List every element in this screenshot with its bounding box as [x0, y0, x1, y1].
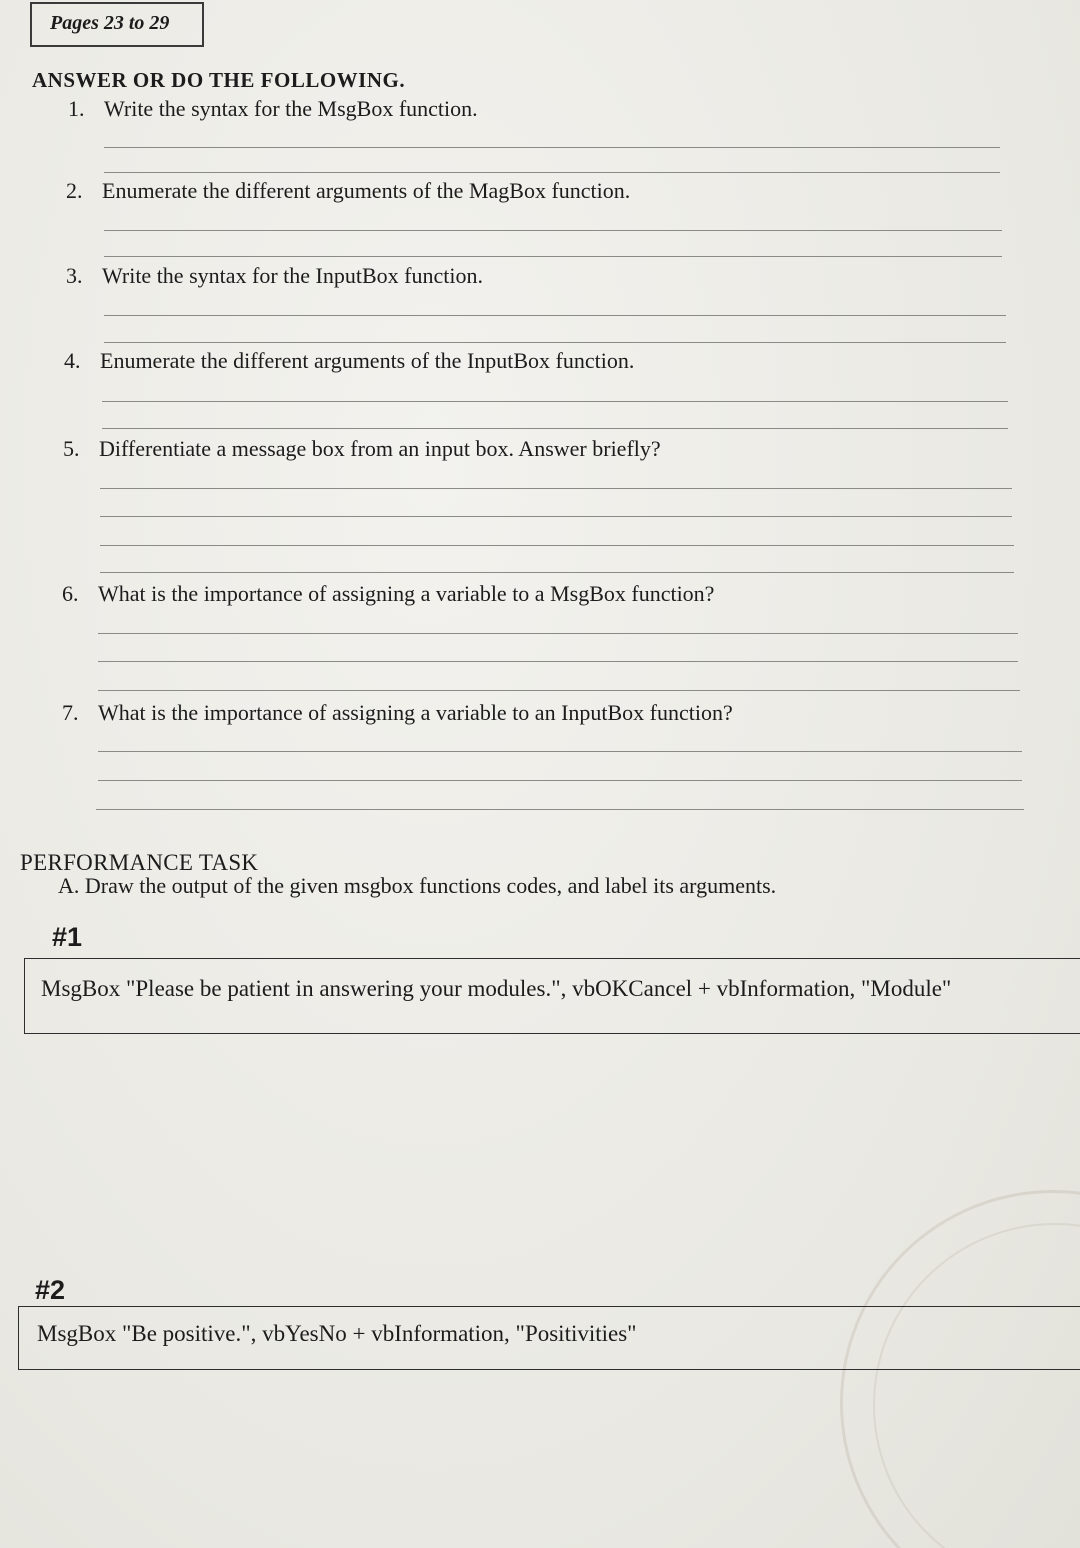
question-text: Enumerate the different arguments of the MagBox function.: [102, 178, 631, 203]
question-text: What is the importance of assigning a variable to an InputBox function?: [98, 700, 733, 725]
question-number: 1.: [68, 96, 85, 121]
question-text: Differentiate a message box from an input box. Answer briefly?: [99, 436, 661, 461]
question-1: [68, 96, 478, 122]
answer-line[interactable]: [104, 147, 1000, 148]
question-7: [62, 700, 733, 726]
question-text: Write the syntax for the InputBox function.: [102, 263, 483, 288]
question-6: [62, 581, 714, 607]
question-number: 3.: [66, 263, 83, 288]
question-number: 7.: [62, 700, 79, 725]
answer-line[interactable]: [100, 545, 1014, 546]
answer-line[interactable]: [104, 256, 1002, 257]
question-text: What is the importance of assigning a variable to a MsgBox function?: [98, 581, 715, 606]
question-number: 2.: [66, 178, 83, 203]
answer-line[interactable]: [102, 428, 1008, 429]
pages-reference-text: Pages 23 to 29: [50, 12, 170, 34]
answer-line[interactable]: [100, 516, 1012, 517]
pages-reference-box: [30, 2, 204, 47]
answer-line[interactable]: [98, 780, 1022, 781]
question-5: [63, 436, 661, 462]
answer-line[interactable]: [104, 342, 1006, 343]
task-1-code-box: [24, 958, 1080, 1034]
task-1-code: MsgBox "Please be patient in answering your modules.", vbOKCancel + vbInformation, "Module": [41, 976, 952, 1001]
answer-line[interactable]: [104, 230, 1002, 231]
question-4: [64, 348, 634, 374]
task-1-label: #1: [52, 922, 83, 952]
stamp-inner-ring: [873, 1223, 1080, 1548]
answer-line[interactable]: [102, 401, 1008, 402]
answer-line[interactable]: [98, 661, 1018, 662]
question-number: 6.: [62, 581, 79, 606]
question-2: [66, 178, 630, 204]
answer-line[interactable]: [98, 690, 1020, 691]
question-number: 5.: [63, 436, 80, 461]
question-number: 4.: [64, 348, 81, 373]
answer-line[interactable]: [98, 751, 1022, 752]
answer-line[interactable]: [104, 172, 1000, 173]
answer-line[interactable]: [98, 633, 1018, 634]
section-heading: ANSWER OR DO THE FOLLOWING.: [32, 68, 406, 92]
performance-task-instruction: A. Draw the output of the given msgbox functions codes, and label its arguments.: [58, 873, 777, 898]
performance-task-heading: PERFORMANCE TASK: [20, 850, 259, 875]
answer-line[interactable]: [104, 315, 1006, 316]
task-2-code-box: [18, 1306, 1080, 1370]
task-2-code: MsgBox "Be positive.", vbYesNo + vbInformation, "Positivities": [37, 1321, 637, 1346]
question-text: Write the syntax for the MsgBox function.: [104, 96, 478, 121]
answer-line[interactable]: [100, 488, 1012, 489]
answer-line[interactable]: [96, 809, 1024, 810]
question-3: [66, 263, 483, 289]
question-text: Enumerate the different arguments of the InputBox function.: [100, 348, 635, 373]
answer-line[interactable]: [100, 572, 1014, 573]
task-2-label: #2: [35, 1275, 66, 1305]
